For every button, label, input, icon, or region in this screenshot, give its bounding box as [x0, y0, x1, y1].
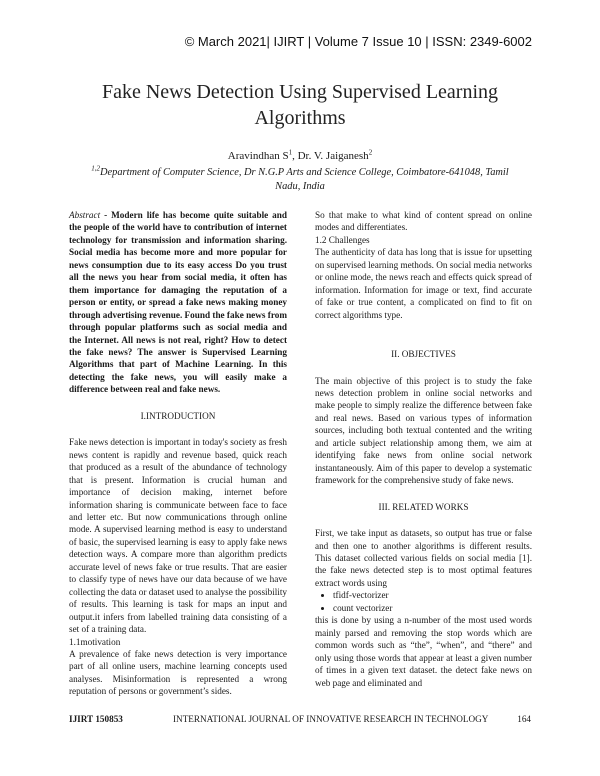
footer-paper-id: IJIRT 150853: [69, 714, 123, 724]
intro-paragraph-1: Fake news detection is important in today's society as fresh news content is rapidly and revenue based, quick reach that produced as a result of the abundance of technology that is present. Information is crucial human and importance of decision making, internet before information sharing is communicate between face to face and letter etc. But now communications through online mode. A supervised learning method is easy to understand of basic, the supervised learning is easy to apply fake news detection ways. A compare more than algorithm predicts accurate level of news fake or true results. That are easier to classify type of news have our data because of we have collecting the data or dataset used to analyse the possibility of results. This learning is task for maps an input and output.it infers from labelled training data consisting of a set of a training data.: [69, 437, 287, 635]
footer-journal-name: INTERNATIONAL JOURNAL OF INNOVATIVE RESEARCH IN TECHNOLOGY: [173, 714, 489, 724]
left-column: [69, 209, 287, 698]
page-number: 164: [517, 714, 531, 724]
list-item: • tfidf-vectorizer: [333, 589, 532, 601]
feature-extraction-list: [315, 589, 532, 614]
intro-paragraph-2: A prevalence of fake news detection is very importance part of all online users, machine learning concepts used analyses. Misinformation is represented a wrong reputation of persons or government’s sides.: [69, 648, 287, 697]
section-heading-related-works: III. RELATED WORKS: [378, 501, 469, 512]
abstract-text: - Modern life has become quite suitable and the people of the world have to contribution of internet technology for transmission and information sharing. Social media has become more and more popular for news consumption due to its easy access Do you trust all the news you hear from social media, it often has them importance for damaging the reputation of a person or entity, or spread a fake news making money through advertising revenue. Found the fake news from through popular platforms such as social media and the Internet. All news is not real, right? How to detect the fake news? The answer is Supervised Learning Algorithms that part of Machine Learning. In this detecting the fake news, you will easily make a difference between real and fake news.: [69, 210, 287, 395]
author-2-sup: 2: [368, 148, 373, 157]
subsection-challenges: 1.2 Challenges: [315, 234, 370, 245]
related-paragraph-2: this is done by using a n-number of the most used words mainly parsed and removing the stop words which are common words such as “the”, “when”, and “there” and only using those words that appear at least a given number of times in a given text dataset. the detect fake news on web page and eliminated and: [315, 615, 532, 688]
author-1: Aravindhan S: [227, 150, 289, 162]
objectives-paragraph: The main objective of this project is to study the fake news detection problem in online social networks and make people to simply realize the difference between fake and real news. Based on various types of information sources, including both textual contented and the writing and article subject relationship among them, we aim at identifying fake news from online social network instantaneously. Aim of this paper to develop a systematic framework for the comprehensive study of fake news.: [315, 375, 532, 486]
intro-paragraph-3: So that make to what kind of content spread on online modes and differentiates.: [315, 210, 532, 233]
author-1-sup: 1: [288, 148, 293, 157]
author-separator: ,: [292, 150, 298, 162]
abstract: [69, 209, 287, 396]
affiliation-text: Department of Computer Science, Dr N.G.P Arts and Science College, Coimbatore-641048, Tamil Nadu, India: [100, 167, 509, 192]
journal-citation-header: © March 2021| IJIRT | Volume 7 Issue 10 | ISSN: 2349-6002: [184, 34, 532, 49]
author-2: Dr. V. Jaiganesh: [297, 150, 369, 162]
author-line: [60, 150, 540, 162]
subsection-motivation: 1.1motivation: [69, 636, 121, 647]
affiliation-sup: 1,2: [91, 164, 101, 173]
paper-title: Fake News Detection Using Supervised Learning Algorithms: [101, 81, 498, 129]
section-heading-introduction: I.INTRODUCTION: [140, 410, 216, 421]
intro-paragraph-4: The authenticity of data has long that is issue for upsetting on supervised learning methods. On social media networks or online mode, the news reach and effects quick spread of information. Information for image or text, find accurate of fake or true content, a complicated on find to fit on correct algorithms type.: [315, 247, 532, 320]
list-item: • count vectorizer: [333, 602, 532, 614]
related-paragraph-1: First, we take input as datasets, so output has true or false and then one to another algorithms is different results. This dataset collected various fields on social media [1]. the fake news detected step is to most optimal features extract words using: [315, 528, 532, 588]
section-heading-objectives: II. OBJECTIVES: [391, 349, 456, 360]
abstract-label: Abstract: [69, 210, 101, 220]
affiliation: [90, 166, 510, 194]
right-column: [315, 209, 532, 689]
